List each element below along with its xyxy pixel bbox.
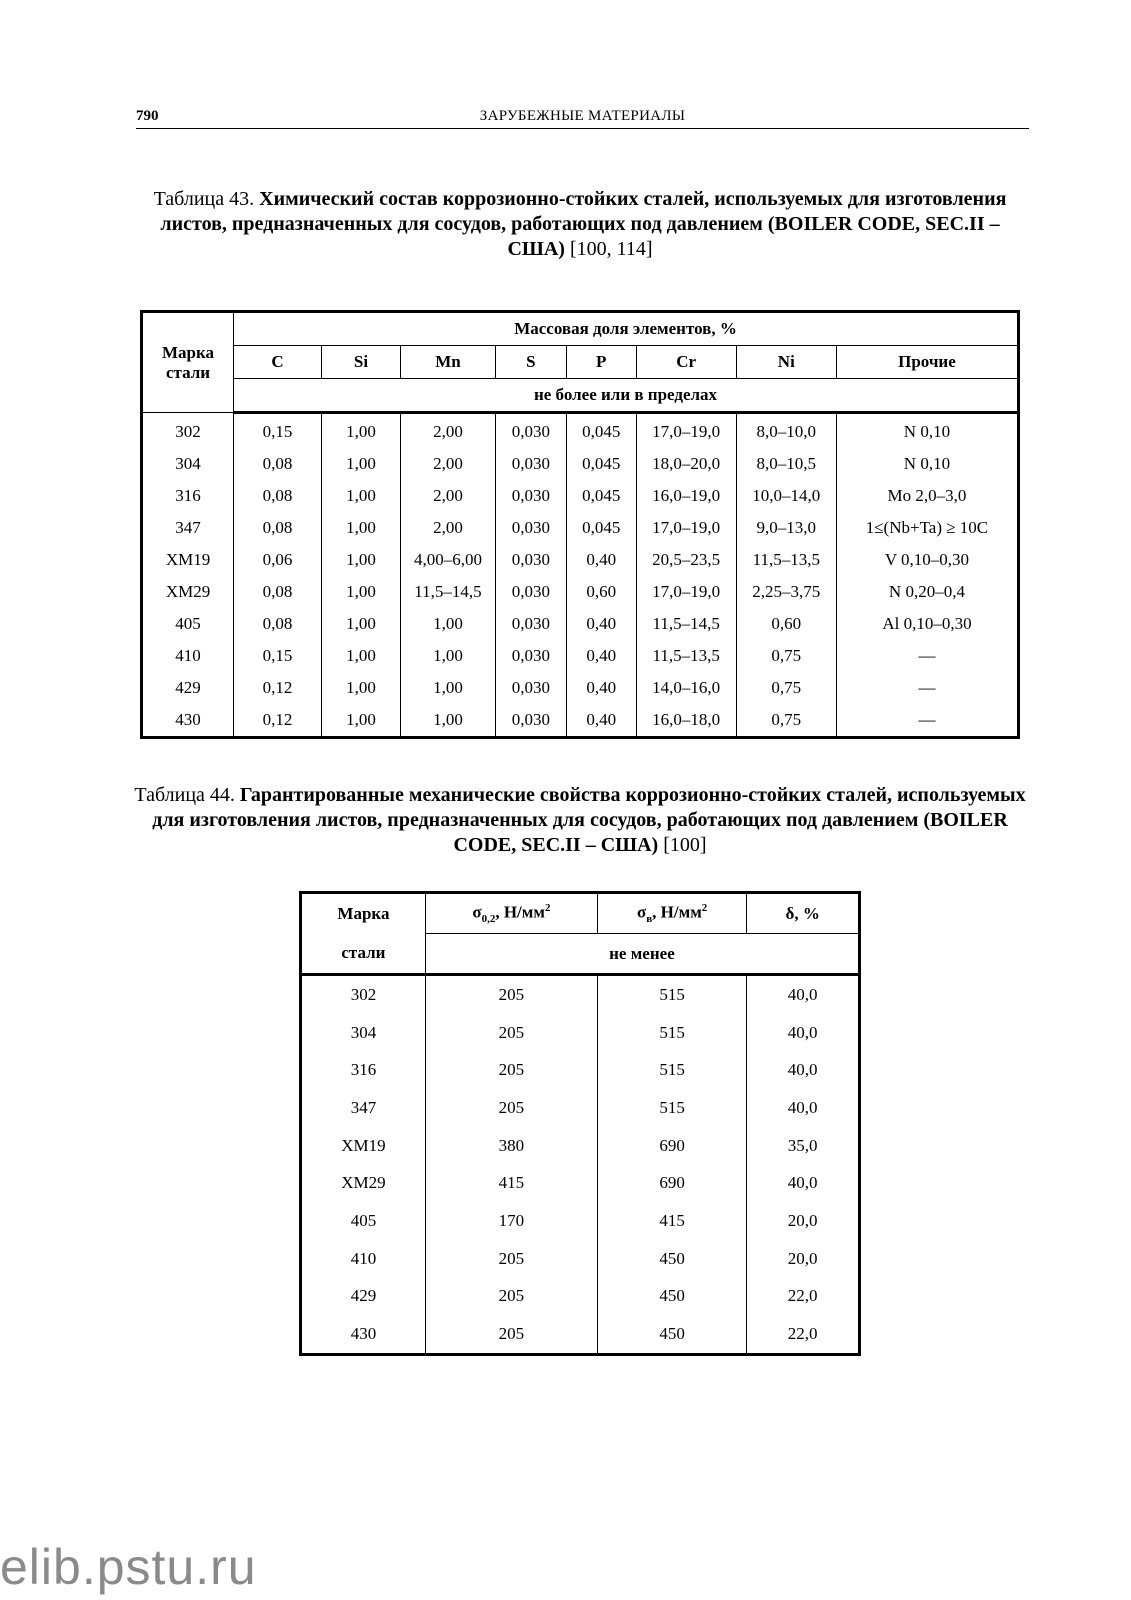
table-row [142, 544, 1019, 576]
sigma02-superscript: 2 [544, 901, 551, 914]
table-43-group-header: Массовая доля элементов, % [234, 312, 1019, 346]
table-cell: N 0,20–0,4 [836, 576, 1018, 608]
table-cell: 0,12 [234, 672, 322, 704]
table-cell: 1,00 [400, 640, 495, 672]
table-cell: 515 [597, 975, 746, 1014]
table-cell: 14,0–16,0 [636, 672, 736, 704]
steel-grade-cell: 430 [142, 704, 234, 738]
table-cell: 8,0–10,0 [736, 413, 836, 449]
table-row [301, 1278, 860, 1316]
table-cell: 0,045 [566, 448, 636, 480]
table-cell: 0,030 [496, 480, 567, 512]
page-number: 790 [136, 108, 159, 124]
table-cell: 1,00 [322, 512, 401, 544]
table-row [301, 1127, 860, 1165]
table-cell: 20,0 [747, 1202, 860, 1240]
table-cell: 0,75 [736, 672, 836, 704]
steel-grade-cell: 405 [142, 608, 234, 640]
table-row [301, 1202, 860, 1240]
table-cell: 20,5–23,5 [636, 544, 736, 576]
table-cell: Al 0,10–0,30 [836, 608, 1018, 640]
table-43-chemical-composition [140, 310, 1020, 739]
table-cell: 17,0–19,0 [636, 512, 736, 544]
table-cell: 690 [597, 1127, 746, 1165]
table-cell: 515 [597, 1051, 746, 1089]
table-cell: 2,00 [400, 512, 495, 544]
table-cell: 205 [425, 1278, 597, 1316]
table-43-col-header: S [496, 346, 567, 379]
table-cell: 0,08 [234, 512, 322, 544]
table-row [142, 448, 1019, 480]
table-cell: 11,5–14,5 [400, 576, 495, 608]
table-cell: 0,08 [234, 576, 322, 608]
table-44-mechanical-properties [299, 891, 861, 1356]
table-43-limit-note: не более или в пределах [234, 379, 1019, 413]
table-row [142, 512, 1019, 544]
table-cell: N 0,10 [836, 448, 1018, 480]
table-cell: 1,00 [322, 608, 401, 640]
steel-grade-cell: 302 [301, 975, 426, 1014]
table-cell: 1,00 [322, 544, 401, 576]
table-cell: 205 [425, 975, 597, 1014]
table-cell: 0,030 [496, 640, 567, 672]
table-cell: 0,40 [566, 640, 636, 672]
table-cell: 0,60 [566, 576, 636, 608]
steel-grade-cell: 304 [142, 448, 234, 480]
table-43-body [142, 413, 1019, 738]
table-row [142, 640, 1019, 672]
table-cell: — [836, 704, 1018, 738]
sigma02-subscript: 0,2 [481, 913, 496, 926]
steel-grade-cell: 430 [301, 1315, 426, 1354]
table-cell: 205 [425, 1089, 597, 1127]
steel-grade-cell: 347 [301, 1089, 426, 1127]
table-cell: V 0,10–0,30 [836, 544, 1018, 576]
table-cell: 10,0–14,0 [736, 480, 836, 512]
table-cell: 0,15 [234, 640, 322, 672]
table-cell: 22,0 [747, 1278, 860, 1316]
table-cell: 1,00 [322, 480, 401, 512]
steel-grade-cell: 316 [142, 480, 234, 512]
table-cell: 1,00 [322, 413, 401, 449]
table-43-caption [140, 187, 1020, 262]
table-cell: 17,0–19,0 [636, 576, 736, 608]
steel-grade-cell: 410 [142, 640, 234, 672]
table-43-col-header: Si [322, 346, 401, 379]
sigmab-superscript: 2 [701, 901, 708, 914]
table-cell: 1,00 [400, 704, 495, 738]
table-cell: 2,00 [400, 413, 495, 449]
table-cell: 40,0 [747, 1051, 860, 1089]
table-cell: 0,08 [234, 480, 322, 512]
table-row [142, 576, 1019, 608]
table-cell: — [836, 672, 1018, 704]
table-cell: Mo 2,0–3,0 [836, 480, 1018, 512]
table-cell: 0,030 [496, 608, 567, 640]
table-43-col-header: Mn [400, 346, 495, 379]
table-cell: 515 [597, 1014, 746, 1052]
table-43-col-header: Ni [736, 346, 836, 379]
table-cell: — [836, 640, 1018, 672]
table-43-col-header: Прочие [836, 346, 1018, 379]
table-cell: 11,5–14,5 [636, 608, 736, 640]
table-cell: 205 [425, 1240, 597, 1278]
table-cell: 1,00 [322, 704, 401, 738]
table-44-ref: [100] [663, 834, 707, 856]
table-44-grade-header-top: Марка [301, 893, 426, 934]
table-43-title: Химический состав коррозионно-стойких сталей, используемых для изготовления листов, предназначенных для сосудов, работающих под давлением (BOILER CODE, SEC.II – США) [160, 188, 1007, 260]
table-row [301, 1089, 860, 1127]
table-43-col-header: Cr [636, 346, 736, 379]
table-43-col-header: P [566, 346, 636, 379]
table-cell: 515 [597, 1089, 746, 1127]
table-cell: 450 [597, 1278, 746, 1316]
table-cell: 1,00 [322, 576, 401, 608]
table-row [301, 1164, 860, 1202]
table-44-label: Таблица 44. [134, 784, 235, 806]
sigmab-unit: , Н/мм [652, 902, 702, 922]
table-cell: N 0,10 [836, 413, 1018, 449]
steel-grade-cell: 405 [301, 1202, 426, 1240]
table-44-caption [120, 783, 1040, 858]
table-cell: 0,08 [234, 448, 322, 480]
table-row [142, 608, 1019, 640]
table-cell: 0,40 [566, 608, 636, 640]
table-cell: 0,030 [496, 704, 567, 738]
table-cell: 40,0 [747, 1164, 860, 1202]
table-cell: 0,030 [496, 576, 567, 608]
table-cell: 170 [425, 1202, 597, 1240]
table-cell: 0,030 [496, 544, 567, 576]
table-44-grade-header-bottom: стали [301, 934, 426, 975]
table-cell: 2,00 [400, 448, 495, 480]
table-cell: 0,045 [566, 512, 636, 544]
table-cell: 1,00 [400, 608, 495, 640]
steel-grade-cell: 316 [301, 1051, 426, 1089]
table-cell: 16,0–18,0 [636, 704, 736, 738]
table-cell: 0,75 [736, 704, 836, 738]
table-cell: 8,0–10,5 [736, 448, 836, 480]
steel-grade-cell: 304 [301, 1014, 426, 1052]
table-44-body [301, 975, 860, 1355]
steel-grade-cell: 347 [142, 512, 234, 544]
steel-grade-cell: 429 [142, 672, 234, 704]
table-cell: 1,00 [322, 640, 401, 672]
steel-grade-cell: 302 [142, 413, 234, 449]
table-row [142, 413, 1019, 449]
table-44-sigma02-header [425, 893, 597, 934]
table-cell: 2,25–3,75 [736, 576, 836, 608]
table-cell: 11,5–13,5 [636, 640, 736, 672]
table-cell: 0,40 [566, 544, 636, 576]
table-cell: 40,0 [747, 975, 860, 1014]
table-cell: 0,030 [496, 448, 567, 480]
table-cell: 0,40 [566, 704, 636, 738]
table-cell: 2,00 [400, 480, 495, 512]
steel-grade-cell: XM29 [142, 576, 234, 608]
steel-grade-cell: 429 [301, 1278, 426, 1316]
table-cell: 20,0 [747, 1240, 860, 1278]
page-header [136, 106, 1029, 129]
table-cell: 0,045 [566, 413, 636, 449]
table-cell: 18,0–20,0 [636, 448, 736, 480]
table-cell: 205 [425, 1014, 597, 1052]
table-cell: 450 [597, 1315, 746, 1354]
steel-grade-cell: XM29 [301, 1164, 426, 1202]
steel-grade-cell: XM19 [142, 544, 234, 576]
table-cell: 0,12 [234, 704, 322, 738]
table-44-limit-note: не менее [425, 934, 859, 975]
table-cell: 9,0–13,0 [736, 512, 836, 544]
table-43-label: Таблица 43. [153, 188, 255, 210]
table-43-column-headers [142, 346, 1019, 379]
table-row [301, 975, 860, 1014]
table-cell: 450 [597, 1240, 746, 1278]
table-43-grade-header: Марка стали [142, 312, 234, 413]
table-44-title: Гарантированные механические свойства коррозионно-стойких сталей, используемых для изготовления листов, предназначенных для сосудов, работающих под давлением (BOILER CODE, SEC.II – США) [152, 784, 1026, 856]
table-cell: 0,08 [234, 608, 322, 640]
table-cell: 205 [425, 1051, 597, 1089]
table-row [142, 672, 1019, 704]
table-cell: 17,0–19,0 [636, 413, 736, 449]
running-title: ЗАРУБЕЖНЫЕ МАТЕРИАЛЫ [479, 108, 686, 124]
table-cell: 205 [425, 1315, 597, 1354]
watermark: elib.pstu.ru [0, 1539, 257, 1595]
table-cell: 4,00–6,00 [400, 544, 495, 576]
table-cell: 0,06 [234, 544, 322, 576]
table-row [142, 704, 1019, 738]
table-cell: 415 [597, 1202, 746, 1240]
table-cell: 0,40 [566, 672, 636, 704]
table-cell: 0,75 [736, 640, 836, 672]
table-44-delta-header: δ, % [747, 893, 860, 934]
table-cell: 1,00 [400, 672, 495, 704]
table-cell: 40,0 [747, 1089, 860, 1127]
table-43-col-header: C [234, 346, 322, 379]
table-cell: 22,0 [747, 1315, 860, 1354]
sigma-symbol: σ [636, 902, 647, 922]
sigmab-subscript: в [646, 913, 653, 926]
table-cell: 1,00 [322, 448, 401, 480]
table-row [301, 1051, 860, 1089]
table-row [301, 1240, 860, 1278]
steel-grade-cell: 410 [301, 1240, 426, 1278]
table-cell: 380 [425, 1127, 597, 1165]
table-cell: 690 [597, 1164, 746, 1202]
table-cell: 415 [425, 1164, 597, 1202]
table-row [301, 1014, 860, 1052]
table-cell: 0,60 [736, 608, 836, 640]
table-cell: 1,00 [322, 672, 401, 704]
sigma-symbol: σ [472, 902, 482, 922]
table-44-sigmab-header [597, 893, 746, 934]
table-cell: 1≤(Nb+Ta) ≥ 10C [836, 512, 1018, 544]
table-cell: 0,15 [234, 413, 322, 449]
steel-grade-cell: XM19 [301, 1127, 426, 1165]
table-cell: 16,0–19,0 [636, 480, 736, 512]
table-cell: 35,0 [747, 1127, 860, 1165]
table-cell: 40,0 [747, 1014, 860, 1052]
table-row [142, 480, 1019, 512]
table-cell: 0,030 [496, 672, 567, 704]
sigma02-unit: , Н/мм [495, 902, 545, 922]
table-row [301, 1315, 860, 1354]
table-cell: 0,030 [496, 512, 567, 544]
table-cell: 0,045 [566, 480, 636, 512]
table-cell: 11,5–13,5 [736, 544, 836, 576]
table-43-ref: [100, 114] [569, 238, 653, 260]
table-cell: 0,030 [496, 413, 567, 449]
